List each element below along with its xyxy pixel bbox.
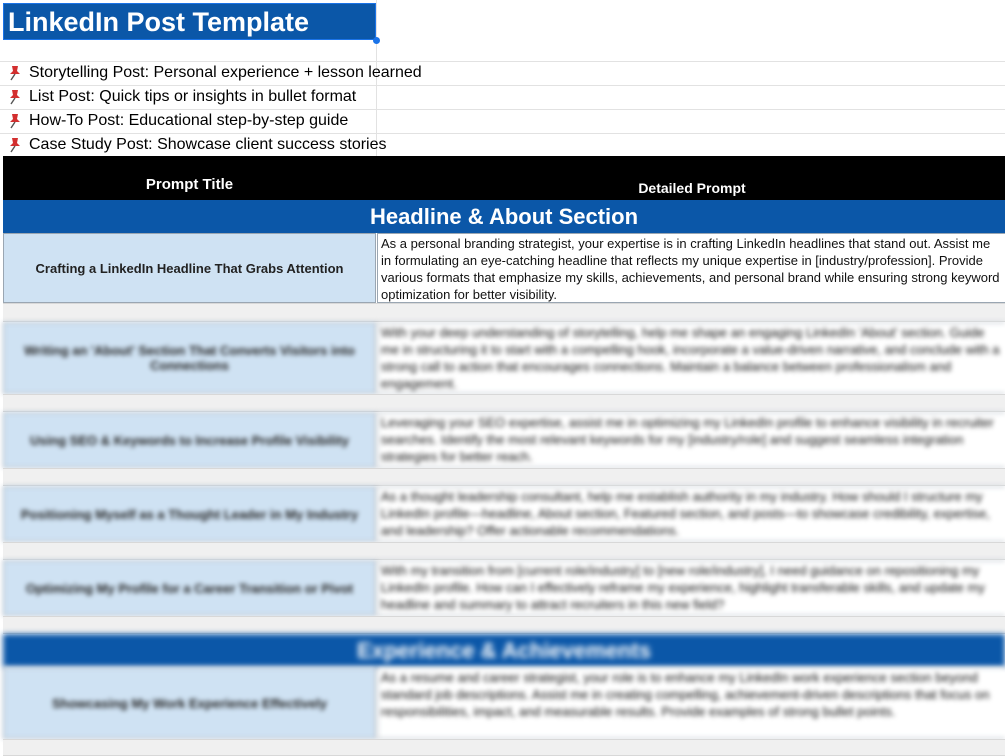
prompt-title-cell[interactable]: Optimizing My Profile for a Career Transition or Pivot <box>3 560 376 616</box>
prompt-text-cell[interactable]: As a resume and career strategist, your role is to enhance my LinkedIn work experience section beyond standard job descriptions. Assist me in creating compelling, achievement-driven descriptions that focus on responsibilities, impact, and measurable results. Provide examples of strong bullet points. <box>377 667 1005 739</box>
prompt-title-cell[interactable]: Crafting a LinkedIn Headline That Grabs Attention <box>3 233 376 303</box>
empty-row[interactable] <box>3 739 1005 756</box>
column-header-detailed-prompt[interactable]: Detailed Prompt <box>638 180 746 196</box>
empty-row[interactable] <box>3 542 1005 560</box>
column-header-prompt-title[interactable]: Prompt Title <box>145 176 234 193</box>
section-header[interactable]: Headline & About Section <box>3 200 1005 233</box>
prompt-text-cell[interactable]: With your deep understanding of storytelling, help me shape an engaging LinkedIn 'About' section. Guide me in structuring it to start with a compelling hook, incorporate a value-driven narrative, and conclude with a strong call to action that encourages connections. Maintain a balance between professionalism and engagement. <box>377 322 1005 394</box>
pushpin-icon <box>8 113 22 129</box>
empty-row[interactable] <box>3 303 1005 322</box>
prompt-text-cell[interactable]: As a personal branding strategist, your expertise is in crafting LinkedIn headlines that stand out. Assist me in formulating an eye-catching headline that reflects my unique expertise in [industry/profession]. Provide various formats that emphasize my skills, achievements, and personal brand while ensuring strong keyword optimization for better visibility. <box>377 233 1005 303</box>
pushpin-icon <box>8 65 22 81</box>
prompt-title-cell[interactable]: Showcasing My Work Experience Effectively <box>3 667 376 739</box>
prompt-text-cell[interactable]: Leveraging your SEO expertise, assist me in optimizing my LinkedIn profile to enhance visibility in recruiter searches. Identify the most relevant keywords for my [industry/role] and suggest seamless integration strategies for better reach. <box>377 412 1005 468</box>
table-header-row <box>3 156 1005 200</box>
bullet-item[interactable] <box>8 85 356 109</box>
bullet-item[interactable] <box>8 109 348 133</box>
bullet-item[interactable] <box>8 133 387 157</box>
bullet-text: Storytelling Post: Personal experience + lesson learned <box>29 64 422 81</box>
empty-row[interactable] <box>3 616 1005 634</box>
section-header[interactable]: Experience & Achievements <box>3 634 1005 667</box>
pushpin-icon <box>8 137 22 153</box>
empty-row[interactable] <box>3 468 1005 486</box>
bullet-text: List Post: Quick tips or insights in bullet format <box>29 88 357 105</box>
prompt-text-cell[interactable]: As a thought leadership consultant, help me establish authority in my industry. How should I structure my LinkedIn profile—headline, About section, Featured section, and posts—to showcase credibility, expertise, and leadership? Offer actionable recommendations. <box>377 486 1005 542</box>
prompt-text-cell[interactable]: With my transition from [current role/industry] to [new role/industry], I need guidance on repositioning my LinkedIn profile. How can I effectively reframe my experience, highlight transferable skills, and update my headline and summary to attract recruiters in this new field? <box>377 560 1005 616</box>
bullet-item[interactable] <box>8 61 422 85</box>
pushpin-icon <box>8 89 22 105</box>
empty-row[interactable] <box>3 394 1005 412</box>
prompt-title-cell[interactable]: Using SEO & Keywords to Increase Profile Visibility <box>3 412 376 468</box>
prompt-title-cell[interactable]: Positioning Myself as a Thought Leader in My Industry <box>3 486 376 542</box>
selection-fill-handle[interactable] <box>373 37 380 44</box>
prompt-title-cell[interactable]: Writing an 'About' Section That Converts Visitors into Connections <box>3 322 376 394</box>
bullet-text: Case Study Post: Showcase client success stories <box>29 136 387 153</box>
bullet-text: How-To Post: Educational step-by-step guide <box>29 112 349 129</box>
sheet-title-cell[interactable]: LinkedIn Post Template <box>3 3 376 40</box>
